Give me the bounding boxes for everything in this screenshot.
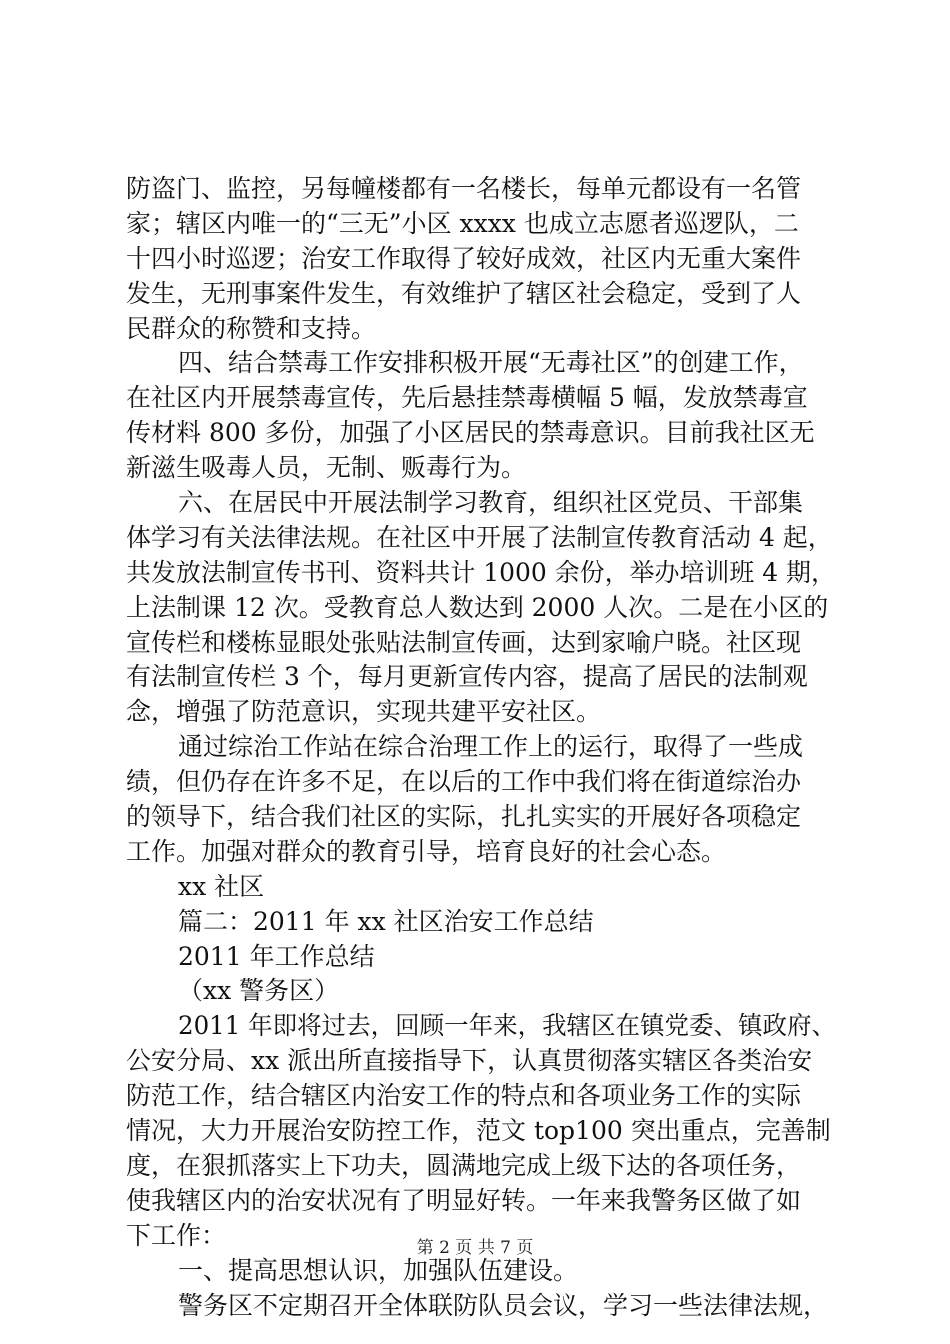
text-line: （xx 警务区） [178,976,340,1006]
text-line: 情况，大力开展治安防控工作，范文 top100 突出重点，完善制 [126,1116,831,1146]
text-line: xx 社区 [178,871,265,901]
text-line: 十四小时巡逻；治安工作取得了较好成效，社区内无重大案件 [126,243,802,273]
text-line: 度，在狠抓落实上下功夫，圆满地完成上级下达的各项任务， [126,1150,802,1180]
text-line: 传材料 800 多份，加强了小区居民的禁毒意识。目前我社区无 [126,418,815,448]
text-line: 共发放法制宣传书刊、资料共计 1000 余份，举办培训班 4 期， [126,557,836,587]
text-line: 在社区内开展禁毒宣传，先后悬挂禁毒横幅 5 幅，发放禁毒宣 [126,383,808,413]
text-line: 警务区不定期召开全体联防队员会议，学习一些法律法规， [178,1290,829,1320]
text-line: 六、在居民中开展法制学习教育，组织社区党员、干部集 [178,488,804,518]
text-line: 新滋生吸毒人员，无制、贩毒行为。 [126,453,527,483]
text-line: 篇二：2011 年 xx 社区治安工作总结 [178,906,594,936]
text-line: 四、结合禁毒工作安排积极开展“无毒社区”的创建工作， [178,348,804,378]
text-line: 使我辖区内的治安状况有了明显好转。一年来我警务区做了如 [126,1185,802,1215]
text-line: 下工作： [126,1220,227,1250]
text-line: 上法制课 12 次。受教育总人数达到 2000 人次。二是在小区的 [126,592,829,622]
text-line: 通过综治工作站在综合治理工作上的运行，取得了一些成 [178,732,804,762]
text-line: 的领导下，结合我们社区的实际，扎扎实实的开展好各项稳定 [126,802,802,832]
text-line: 有法制宣传栏 3 个，每月更新宣传内容，提高了居民的法制观 [126,662,808,692]
text-line: 防盗门、监控，另每幢楼都有一名楼长，每单元都设有一名管 [126,174,802,203]
document-body [126,172,836,1323]
text-line: 家；辖区内唯一的“三无”小区 xxxx 也成立志愿者巡逻队，二 [126,208,799,238]
text-line: 民群众的称赞和支持。 [126,313,377,343]
text-line: 2011 年工作总结 [178,941,375,971]
page-footer: 第 2 页 共 7 页 [416,1238,534,1258]
text-line: 工作。加强对群众的教育引导，培育良好的社会心态。 [126,836,727,866]
text-line: 防范工作，结合辖区内治安工作的特点和各项业务工作的实际 [126,1081,802,1111]
text-line: 一、提高思想认识，加强队伍建设。 [178,1255,579,1285]
text-line: 念，增强了防范意识，实现共建平安社区。 [126,697,602,727]
text-line: 公安分局、xx 派出所直接指导下，认真贯彻落实辖区各类治安 [126,1046,813,1076]
text-line: 发生，无刑事案件发生，有效维护了辖区社会稳定，受到了人 [126,278,802,308]
text-line: 宣传栏和楼栋显眼处张贴法制宣传画，达到家喻户晓。社区现 [126,627,802,657]
text-line: 2011 年即将过去，回顾一年来，我辖区在镇党委、镇政府、 [178,1011,837,1041]
text-line: 绩，但仍存在许多不足，在以后的工作中我们将在街道综治办 [126,767,802,797]
text-line: 体学习有关法律法规。在社区中开展了法制宣传教育活动 4 起， [126,522,833,552]
